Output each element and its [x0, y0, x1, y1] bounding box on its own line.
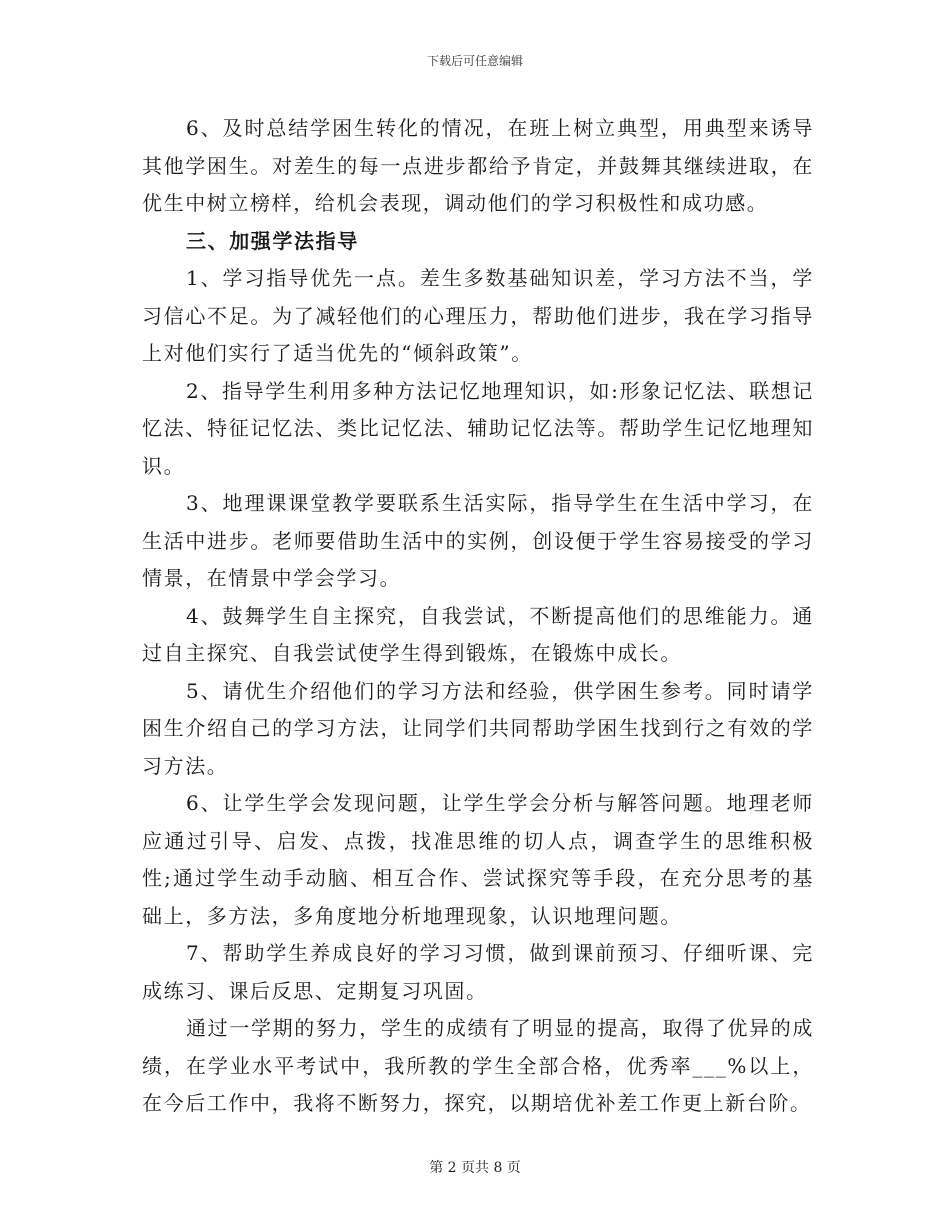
- paragraph-conclusion: 通过一学期的努力，学生的成绩有了明显的提高，取得了优异的成绩，在学业水平考试中，我所教的学生全部合格，优秀率___%以上，在今后工作中，我将不断努力，探究，以期培优补差工作更上新台阶。: [142, 1016, 814, 1115]
- document-body: [142, 110, 814, 1123]
- paragraph-item-1: 1、学习指导优先一点。差生多数基础知识差，学习方法不当，学习信心不足。为了减轻他们的心理压力，帮助他们进步，我在学习指导上对他们实行了适当优先的“倾斜政策”。: [142, 266, 814, 365]
- section-heading: 三、加强学法指导: [186, 228, 359, 253]
- page-header: 下载后可任意编辑: [426, 54, 523, 68]
- paragraph-item-2: 2、指导学生利用多种方法记忆地理知识，如:形象记忆法、联想记忆法、特征记忆法、类比记忆法、辅助记忆法等。帮助学生记忆地理知识。: [142, 378, 814, 478]
- paragraph-item-5: 5、请优生介绍他们的学习方法和经验，供学困生参考。同时请学困生介绍自己的学习方法，让同学们共同帮助学困生找到行之有效的学习方法。: [142, 678, 814, 778]
- page-number: 第 2 页共 8 页: [429, 1160, 521, 1176]
- paragraph-item-6-summary: 6、及时总结学困生转化的情况，在班上树立典型，用典型来诱导其他学困生。对差生的每一点进步都给予肯定，并鼓舞其继续进取，在优生中树立榜样，给机会表现，调动他们的学习积极性和成功感。: [142, 116, 814, 215]
- paragraph-item-6: 6、让学生学会发现问题，让学生学会分析与解答问题。地理老师应通过引导、启发、点拨，找准思维的切人点，调查学生的思维积极性;通过学生动手动脑、相互合作、尝试探究等手段，在充分思考的基础上，多方法，多角度地分析地理现象，认识地理问题。: [142, 791, 814, 928]
- paragraph-item-7: 7、帮助学生养成良好的学习习惯，做到课前预习、仔细听课、完成练习、课后反思、定期复习巩固。: [142, 941, 814, 1003]
- paragraph-item-4: 4、鼓舞学生自主探究，自我尝试，不断提高他们的思维能力。通过自主探究、自我尝试使学生得到锻炼，在锻炼中成长。: [142, 603, 814, 665]
- paragraph-item-3: 3、地理课课堂教学要联系生活实际，指导学生在生活中学习，在生活中进步。老师要借助生活中的实例，创设便于学生容易接受的学习情景，在情景中学会学习。: [142, 491, 814, 590]
